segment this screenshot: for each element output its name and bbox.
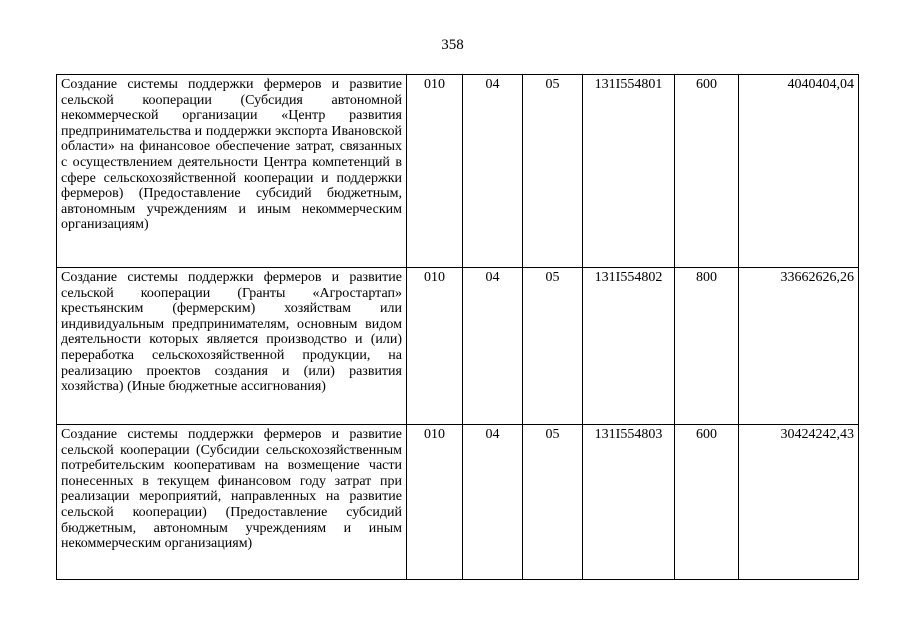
- row-target-item-code: 131I554801: [583, 75, 675, 268]
- table-row: [57, 425, 859, 580]
- table-row: [57, 75, 859, 268]
- row-subsection-code: 05: [523, 268, 583, 425]
- table-row: [57, 268, 859, 425]
- row-grbs-code: 010: [407, 268, 463, 425]
- row-amount: 4040404,04: [739, 75, 859, 268]
- row-expense-type-code: 600: [675, 425, 739, 580]
- row-subsection-code: 05: [523, 75, 583, 268]
- row-amount: 33662626,26: [739, 268, 859, 425]
- row-expense-type-code: 600: [675, 75, 739, 268]
- row-description: Создание системы поддержки фермеров и развитие сельской кооперации (Гранты «Агростартап» крестьянским (фермерским) хозяйствам или индивидуальным предпринимателям, основным видом деятельности которых является производство и (или) переработка сельскохозяйственной продукции, на реализацию проектов создания и (или) развития хозяйства) (Иные бюджетные ассигнования): [57, 268, 407, 425]
- row-target-item-code: 131I554803: [583, 425, 675, 580]
- row-grbs-code: 010: [407, 75, 463, 268]
- page-number: 358: [441, 37, 464, 53]
- row-target-item-code: 131I554802: [583, 268, 675, 425]
- row-description: Создание системы поддержки фермеров и развитие сельской кооперации (Субсидии сельскохозяйственным потребительским кооперативам на возмещение части понесенных в текущем финансовом году затрат при реализации мероприятий, направленных на развитие сельской кооперации) (Предоставление субсидий бюджетным, автономным учреждениям и иным некоммерческим организациям): [57, 425, 407, 580]
- row-section-code: 04: [463, 268, 523, 425]
- row-section-code: 04: [463, 425, 523, 580]
- row-subsection-code: 05: [523, 425, 583, 580]
- row-description: Создание системы поддержки фермеров и развитие сельской кооперации (Субсидия автономной некоммерческой организации «Центр развития предпринимательства и поддержки экспорта Ивановской области» на финансовое обеспечение затрат, связанных с осуществлением деятельности Центра компетенций в сфере сельскохозяйственной кооперации и поддержки фермеров) (Предоставление субсидий бюджетным, автономным учреждениям и иным некоммерческим организациям): [57, 75, 407, 268]
- row-expense-type-code: 800: [675, 268, 739, 425]
- budget-table: [56, 74, 859, 580]
- row-amount: 30424242,43: [739, 425, 859, 580]
- row-grbs-code: 010: [407, 425, 463, 580]
- row-section-code: 04: [463, 75, 523, 268]
